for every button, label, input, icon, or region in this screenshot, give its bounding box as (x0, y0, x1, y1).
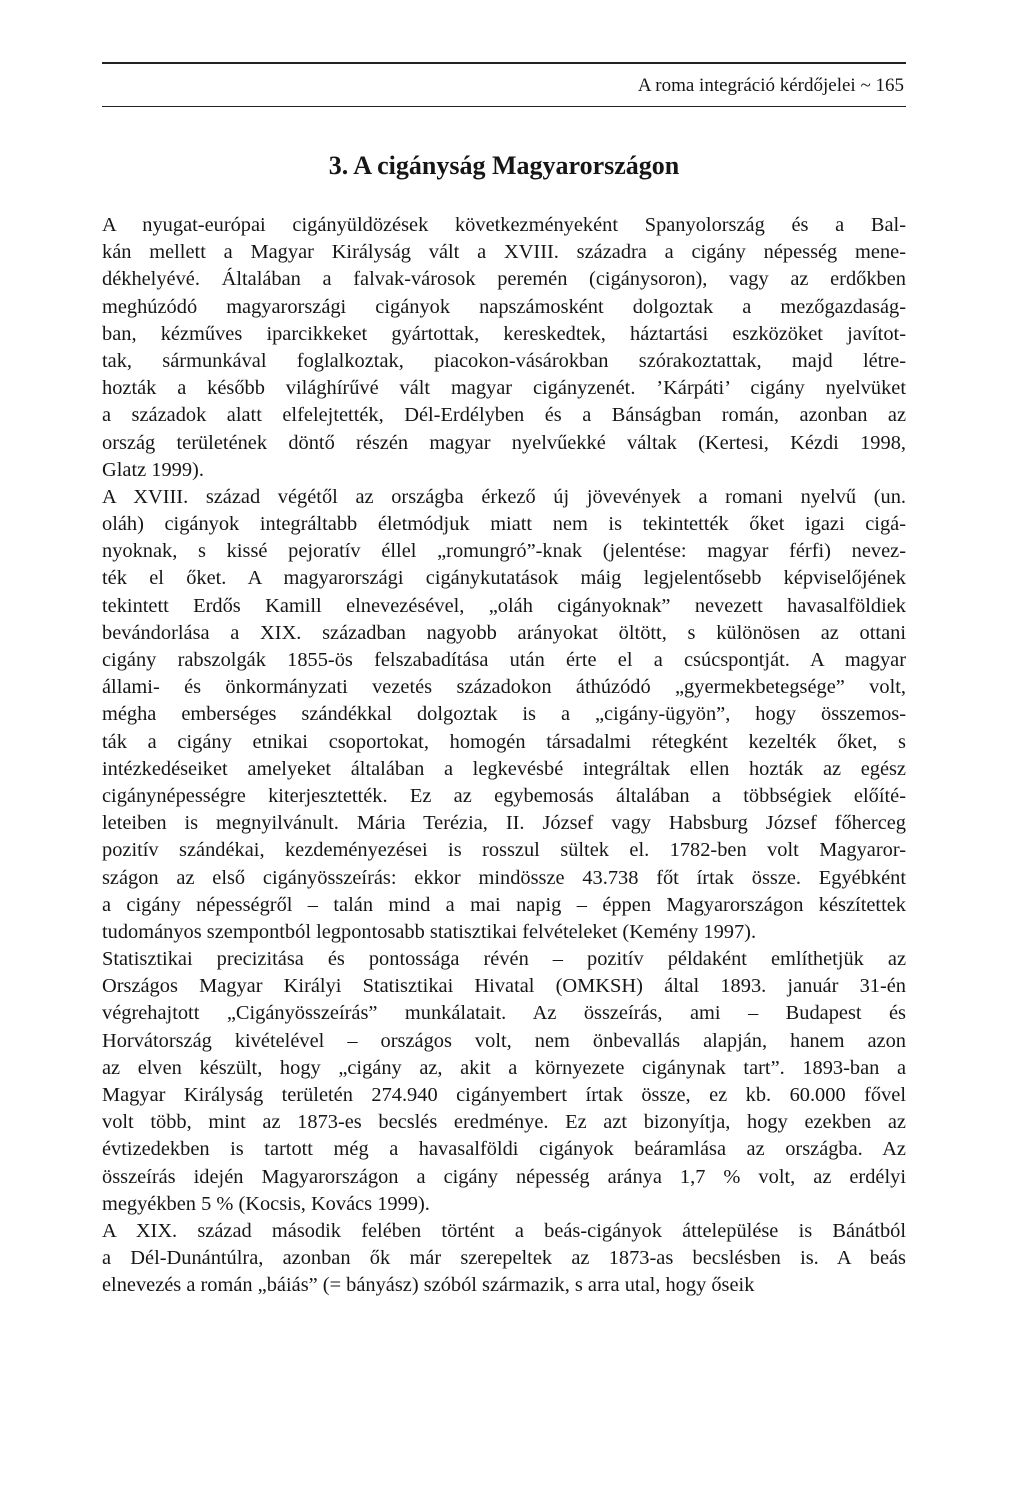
text-line: Magyar Királyság területén 274.940 cigányembert írtak össze, ez kb. 60.000 fővel (102, 1084, 906, 1106)
text-line: Statisztikai precizitása és pontossága révén – pozitív példaként említhetjük az (102, 948, 906, 971)
text-line: Horvátország kivételével – országos volt, nem önbevallás alapján, hanem azon (102, 1029, 906, 1052)
text-line: megyékben 5 % (Kocsis, Kovács 1999). (102, 1192, 430, 1215)
text-line: összeírás idején Magyarországon a cigány népesség aránya 1,7 % volt, az erdélyi (102, 1165, 906, 1188)
text-line: volt több, mint az 1873-es becslés eredménye. Ez azt bizonyítja, hogy ezekben az (102, 1111, 906, 1134)
text-line: tekintett Erdős Kamill elnevezésével, „oláh cigányoknak” nevezett havasalföldiek (102, 594, 906, 617)
running-head-text (638, 74, 904, 98)
text-line: dékhelyévé. Általában a falvak-városok peremén (cigánysoron), vagy az erdőkben (102, 268, 906, 291)
text-line: a Dél-Dunántúlra, azonban ők már szerepeltek az 1873-as becslésben is. A beás (102, 1247, 906, 1270)
text-line: intézkedéseiket amelyeket általában a legkevésbé integráltak ellen hozták az egész (102, 757, 906, 780)
text-line: ték el őket. A magyarországi cigánykutatások máig legjelentősebb képviselőjének (102, 567, 906, 590)
paragraph (102, 1218, 906, 1300)
text-line: Glatz 1999). (102, 458, 204, 481)
text-line: ország területének döntő részén magyar nyelvűekké váltak (Kertesi, Kézdi 1998, (102, 431, 906, 454)
text-line: A XIX. század második felében történt a beás-cigányok áttelepülése is Bánátból (102, 1219, 906, 1242)
text-line: leteiben is megnyilvánult. Mária Terézia, II. József vagy Habsburg József főherceg (102, 812, 906, 835)
running-head-separator: ~ (860, 75, 871, 96)
text-line: szágon az első cigányösszeírás: ekkor mindössze 43.738 főt írtak össze. Egyébként (102, 866, 906, 889)
paragraph (102, 212, 906, 484)
paragraph (102, 484, 906, 946)
text-line: ban, kézműves iparcikkeket gyártottak, kereskedtek, háztartási eszközöket javítot- (102, 322, 906, 345)
text-line: végrehajtott „Cigányösszeírás” munkálatait. Az összeírás, ami – Budapest és (102, 1002, 906, 1025)
running-head-title: A roma integráció kérdőjelei (637, 75, 856, 96)
text-line: Országos Magyar Királyi Statisztikai Hivatal (OMKSH) által 1893. január 31-én (102, 975, 906, 998)
text-line: állami- és önkormányzati vezetés századokon áthúzódó „gyermekbetegsége” volt, (102, 676, 906, 699)
text-line: elnevezés a román „báiás” (= bányász) szóból származik, s arra utal, hogy őseik (102, 1274, 755, 1297)
body-text (102, 212, 906, 1300)
text-line: bevándorlása a XIX. században nagyobb arányokat öltött, s különösen az ottani (102, 621, 906, 644)
text-line: tudományos szempontból legpontosabb statisztikai felvételeket (Kemény 1997). (102, 920, 757, 943)
text-line: nyoknak, s kissé pejoratív éllel „romungró”-knak (jelentése: magyar férfi) nevez- (102, 540, 906, 563)
paragraph (102, 946, 906, 1218)
text-line: A nyugat-európai cigányüldözések következményeként Spanyolország és a Bal- (102, 214, 906, 236)
text-line: ták a cigány etnikai csoportokat, homogén társadalmi rétegként kezelték őket, s (102, 730, 906, 753)
text-line: tak, sármunkával foglalkoztak, piacokon-vásárokban szórakoztattak, majd létre- (102, 349, 906, 372)
text-line: évtizedekben is tartott még a havasalföldi cigányok beáramlása az országba. Az (102, 1138, 906, 1161)
text-line: A XVIII. század végétől az országba érkező új jövevények a romani nyelvű (un. (102, 485, 906, 508)
text-line: mégha emberséges szándékkal dolgoztak is a „cigány-ügyön”, hogy összemos- (102, 703, 906, 726)
running-head (102, 62, 906, 107)
text-line: hozták a később világhírűvé vált magyar cigányzenét. ’Kárpáti’ cigány nyelvüket (102, 377, 906, 400)
page-number: 165 (875, 75, 904, 96)
text-line: cigánynépességre kiterjesztették. Ez az egybemosás általában a többségiek előíté- (102, 784, 906, 807)
text-line: pozitív szándékai, kezdeményezései is rosszul sültek el. 1782-ben volt Magyaror- (102, 839, 906, 862)
chapter-title: 3. A cigányság Magyarországon (328, 151, 680, 180)
text-line: az elven készült, hogy „cigány az, akit a környezete cigánynak tart”. 1893-ban a (102, 1056, 906, 1079)
text-line: a cigány népességről – talán mind a mai napig – éppen Magyarországon készítettek (102, 893, 906, 916)
text-line: oláh) cigányok integráltabb életmódjuk miatt nem is tekintették őket igazi cigá- (102, 513, 906, 536)
text-line: cigány rabszolgák 1855-ös felszabadítása után érte el a csúcspontját. A magyar (102, 649, 906, 671)
text-line: kán mellett a Magyar Királyság vált a XVIII. századra a cigány népesség mene- (102, 241, 906, 264)
text-line: a századok alatt elfelejtették, Dél-Erdélyben és a Bánságban román, azonban az (102, 404, 906, 427)
text-line: meghúzódó magyarországi cigányok napszámosként dolgoztak a mezőgazdaság- (102, 295, 906, 318)
